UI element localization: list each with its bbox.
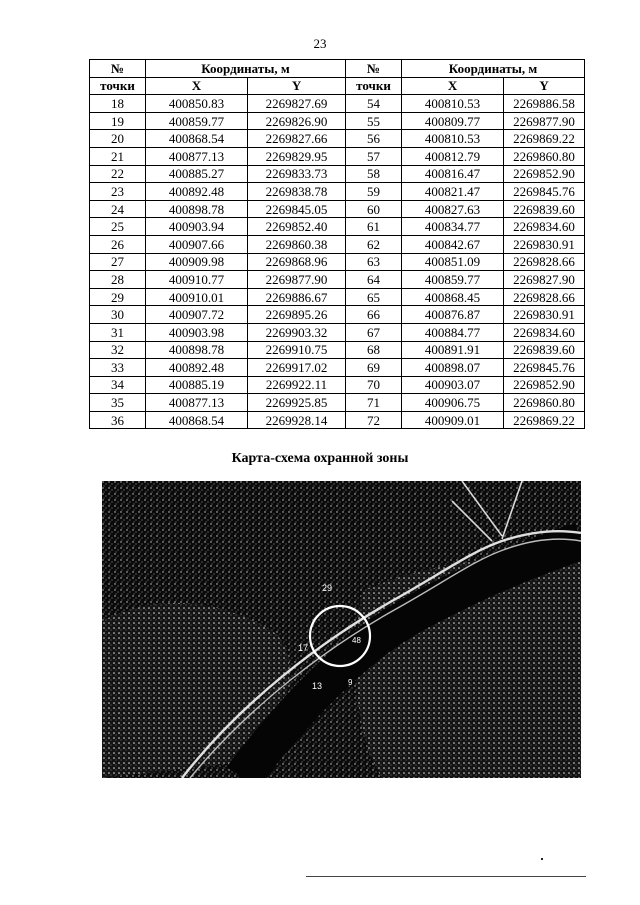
header-point-number-right: № <box>346 60 402 78</box>
coordinates-table <box>89 59 585 429</box>
point-number-cell: 70 <box>346 376 402 394</box>
point-number-cell: 68 <box>346 341 402 359</box>
table-row <box>90 341 585 359</box>
table-row <box>90 95 585 113</box>
point-number-cell: 31 <box>90 323 146 341</box>
table-row <box>90 200 585 218</box>
x-coordinate-cell: 400903.94 <box>146 218 248 236</box>
map-label-13: 13 <box>312 681 323 691</box>
point-number-cell: 33 <box>90 359 146 377</box>
header-coordinates-right: Координаты, м <box>402 60 585 78</box>
y-coordinate-cell: 2269860.80 <box>504 147 585 165</box>
point-number-cell: 57 <box>346 147 402 165</box>
map-label-48: 48 <box>352 636 361 645</box>
header-point-sub-left: точки <box>90 77 146 95</box>
header-x-left: X <box>146 77 248 95</box>
y-coordinate-cell: 2269886.67 <box>248 288 346 306</box>
table-row <box>90 165 585 183</box>
map-label-17: 17 <box>298 643 309 653</box>
x-coordinate-cell: 400859.77 <box>402 271 504 289</box>
point-number-cell: 29 <box>90 288 146 306</box>
point-number-cell: 65 <box>346 288 402 306</box>
x-coordinate-cell: 400816.47 <box>402 165 504 183</box>
point-number-cell: 72 <box>346 411 402 429</box>
point-number-cell: 64 <box>346 271 402 289</box>
table-row <box>90 218 585 236</box>
x-coordinate-cell: 400909.01 <box>402 411 504 429</box>
point-number-cell: 20 <box>90 130 146 148</box>
table-row <box>90 394 585 412</box>
protection-zone-map <box>102 481 581 778</box>
y-coordinate-cell: 2269877.90 <box>504 112 585 130</box>
x-coordinate-cell: 400906.75 <box>402 394 504 412</box>
x-coordinate-cell: 400903.07 <box>402 376 504 394</box>
y-coordinate-cell: 2269845.76 <box>504 183 585 201</box>
point-number-cell: 23 <box>90 183 146 201</box>
y-coordinate-cell: 2269826.90 <box>248 112 346 130</box>
y-coordinate-cell: 2269829.95 <box>248 147 346 165</box>
table-row <box>90 411 585 429</box>
table-row <box>90 112 585 130</box>
y-coordinate-cell: 2269852.40 <box>248 218 346 236</box>
y-coordinate-cell: 2269877.90 <box>248 271 346 289</box>
y-coordinate-cell: 2269886.58 <box>504 95 585 113</box>
y-coordinate-cell: 2269845.76 <box>504 359 585 377</box>
y-coordinate-cell: 2269833.73 <box>248 165 346 183</box>
point-number-cell: 60 <box>346 200 402 218</box>
point-number-cell: 66 <box>346 306 402 324</box>
x-coordinate-cell: 400910.77 <box>146 271 248 289</box>
point-number-cell: 36 <box>90 411 146 429</box>
table-row <box>90 253 585 271</box>
y-coordinate-cell: 2269834.60 <box>504 218 585 236</box>
x-coordinate-cell: 400809.77 <box>402 112 504 130</box>
y-coordinate-cell: 2269839.60 <box>504 341 585 359</box>
scan-dot <box>541 858 543 860</box>
x-coordinate-cell: 400827.63 <box>402 200 504 218</box>
y-coordinate-cell: 2269928.14 <box>248 411 346 429</box>
y-coordinate-cell: 2269852.90 <box>504 376 585 394</box>
y-coordinate-cell: 2269869.22 <box>504 411 585 429</box>
point-number-cell: 63 <box>346 253 402 271</box>
bottom-rule <box>306 876 586 877</box>
map-image <box>102 481 581 778</box>
table-row <box>90 323 585 341</box>
x-coordinate-cell: 400812.79 <box>402 147 504 165</box>
point-number-cell: 71 <box>346 394 402 412</box>
y-coordinate-cell: 2269910.75 <box>248 341 346 359</box>
table-row <box>90 183 585 201</box>
y-coordinate-cell: 2269860.80 <box>504 394 585 412</box>
map-label-9: 9 <box>348 678 353 687</box>
x-coordinate-cell: 400885.19 <box>146 376 248 394</box>
point-number-cell: 35 <box>90 394 146 412</box>
x-coordinate-cell: 400910.01 <box>146 288 248 306</box>
map-label-29: 29 <box>322 583 333 593</box>
point-number-cell: 61 <box>346 218 402 236</box>
x-coordinate-cell: 400810.53 <box>402 130 504 148</box>
x-coordinate-cell: 400907.66 <box>146 235 248 253</box>
table-row <box>90 288 585 306</box>
x-coordinate-cell: 400876.87 <box>402 306 504 324</box>
x-coordinate-cell: 400851.09 <box>402 253 504 271</box>
page-number: 23 <box>313 36 327 51</box>
y-coordinate-cell: 2269845.05 <box>248 200 346 218</box>
x-coordinate-cell: 400859.77 <box>146 112 248 130</box>
y-coordinate-cell: 2269895.26 <box>248 306 346 324</box>
coordinates-table-body <box>90 95 585 429</box>
point-number-cell: 58 <box>346 165 402 183</box>
x-coordinate-cell: 400885.27 <box>146 165 248 183</box>
header-coordinates-left: Координаты, м <box>146 60 346 78</box>
x-coordinate-cell: 400891.91 <box>402 341 504 359</box>
map-title: Карта-схема охранной зоны <box>231 451 409 466</box>
x-coordinate-cell: 400884.77 <box>402 323 504 341</box>
point-number-cell: 28 <box>90 271 146 289</box>
x-coordinate-cell: 400877.13 <box>146 147 248 165</box>
y-coordinate-cell: 2269869.22 <box>504 130 585 148</box>
x-coordinate-cell: 400868.45 <box>402 288 504 306</box>
x-coordinate-cell: 400909.98 <box>146 253 248 271</box>
table-row <box>90 235 585 253</box>
table-row <box>90 147 585 165</box>
y-coordinate-cell: 2269922.11 <box>248 376 346 394</box>
point-number-cell: 22 <box>90 165 146 183</box>
x-coordinate-cell: 400810.53 <box>402 95 504 113</box>
point-number-cell: 34 <box>90 376 146 394</box>
y-coordinate-cell: 2269860.38 <box>248 235 346 253</box>
point-number-cell: 25 <box>90 218 146 236</box>
point-number-cell: 62 <box>346 235 402 253</box>
y-coordinate-cell: 2269830.91 <box>504 306 585 324</box>
point-number-cell: 21 <box>90 147 146 165</box>
x-coordinate-cell: 400850.83 <box>146 95 248 113</box>
point-number-cell: 24 <box>90 200 146 218</box>
x-coordinate-cell: 400868.54 <box>146 130 248 148</box>
table-row <box>90 376 585 394</box>
x-coordinate-cell: 400892.48 <box>146 359 248 377</box>
x-coordinate-cell: 400903.98 <box>146 323 248 341</box>
point-number-cell: 54 <box>346 95 402 113</box>
y-coordinate-cell: 2269827.90 <box>504 271 585 289</box>
table-row <box>90 306 585 324</box>
y-coordinate-cell: 2269868.96 <box>248 253 346 271</box>
point-number-cell: 19 <box>90 112 146 130</box>
x-coordinate-cell: 400898.07 <box>402 359 504 377</box>
point-number-cell: 27 <box>90 253 146 271</box>
x-coordinate-cell: 400907.72 <box>146 306 248 324</box>
x-coordinate-cell: 400868.54 <box>146 411 248 429</box>
y-coordinate-cell: 2269827.66 <box>248 130 346 148</box>
y-coordinate-cell: 2269852.90 <box>504 165 585 183</box>
x-coordinate-cell: 400821.47 <box>402 183 504 201</box>
point-number-cell: 32 <box>90 341 146 359</box>
y-coordinate-cell: 2269839.60 <box>504 200 585 218</box>
x-coordinate-cell: 400834.77 <box>402 218 504 236</box>
point-number-cell: 18 <box>90 95 146 113</box>
y-coordinate-cell: 2269828.66 <box>504 288 585 306</box>
point-number-cell: 56 <box>346 130 402 148</box>
y-coordinate-cell: 2269828.66 <box>504 253 585 271</box>
y-coordinate-cell: 2269834.60 <box>504 323 585 341</box>
x-coordinate-cell: 400898.78 <box>146 341 248 359</box>
y-coordinate-cell: 2269917.02 <box>248 359 346 377</box>
point-number-cell: 69 <box>346 359 402 377</box>
point-number-cell: 55 <box>346 112 402 130</box>
y-coordinate-cell: 2269925.85 <box>248 394 346 412</box>
y-coordinate-cell: 2269827.69 <box>248 95 346 113</box>
x-coordinate-cell: 400842.67 <box>402 235 504 253</box>
x-coordinate-cell: 400877.13 <box>146 394 248 412</box>
y-coordinate-cell: 2269830.91 <box>504 235 585 253</box>
table-row <box>90 130 585 148</box>
x-coordinate-cell: 400898.78 <box>146 200 248 218</box>
point-number-cell: 26 <box>90 235 146 253</box>
x-coordinate-cell: 400892.48 <box>146 183 248 201</box>
point-number-cell: 67 <box>346 323 402 341</box>
y-coordinate-cell: 2269838.78 <box>248 183 346 201</box>
header-y-left: Y <box>248 77 346 95</box>
header-point-sub-right: точки <box>346 77 402 95</box>
y-coordinate-cell: 2269903.32 <box>248 323 346 341</box>
header-x-right: X <box>402 77 504 95</box>
header-y-right: Y <box>504 77 585 95</box>
table-row <box>90 271 585 289</box>
point-number-cell: 59 <box>346 183 402 201</box>
point-number-cell: 30 <box>90 306 146 324</box>
header-point-number-left: № <box>90 60 146 78</box>
table-row <box>90 359 585 377</box>
